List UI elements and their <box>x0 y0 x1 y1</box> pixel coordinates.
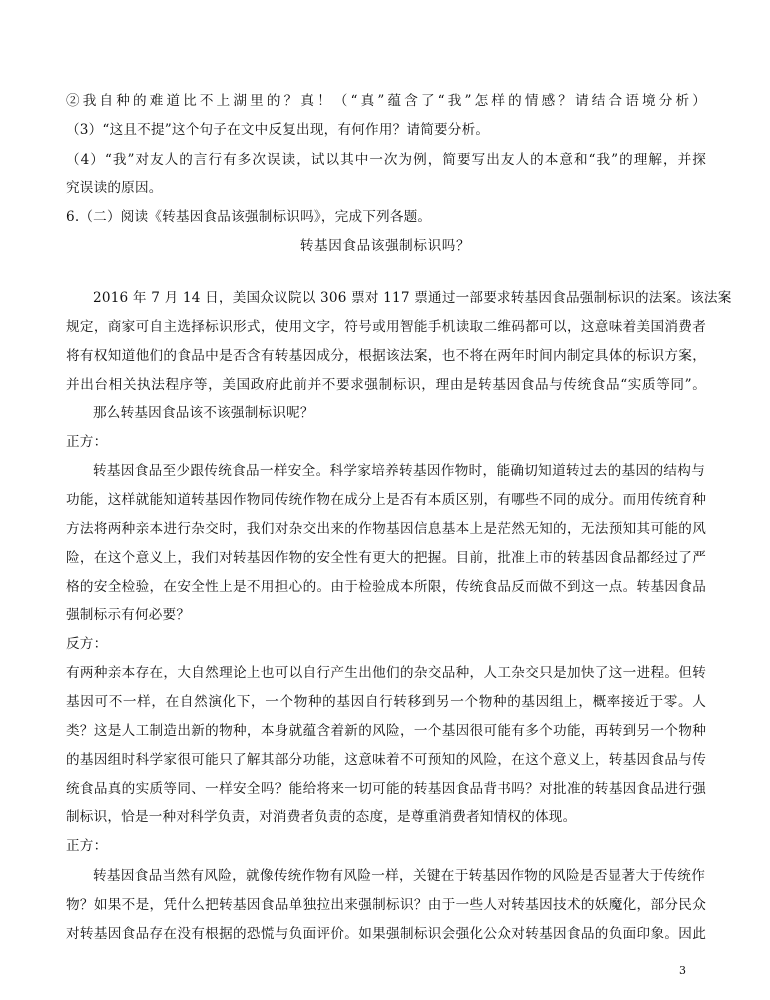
paragraph-4-line: 的基因组时科学家很可能只了解其部分功能，这意味着不可预知的风险，在这个意义上，转基因食品与传 <box>66 752 706 768</box>
paragraph-1-line: 将有权知道他们的食品中是否含有转基因成分，根据该法案，也不将在两年时间内制定具体的标识方案， <box>66 348 706 364</box>
paragraph-3-line: 格的安全检验，在安全性上是不用担心的。由于检验成本所限，传统食品反而做不到这一点。转基因食品 <box>66 579 706 595</box>
question-6-intro: 6.（二）阅读《转基因食品该强制标识吗》，完成下列各题。 <box>66 209 432 225</box>
article-title: 转基因食品该强制标识吗？ <box>299 238 471 254</box>
paragraph-1-line: 规定，商家可自主选择标识形式，使用文字，符号或用智能手机读取二维码都可以，这意味着美国消费者 <box>66 319 706 335</box>
paragraph-1-line: 并出台相关执法程序等，美国政府此前并不要求强制标识，理由是转基因食品与传统食品“实质等同”。 <box>66 377 706 393</box>
paragraph-5-line: 物？如果不是，凭什么把转基因食品单独拉出来强制标识？由于一些人对转基因技术的妖魔化，部分民众 <box>66 897 706 913</box>
question-4-line2: 究误读的原因。 <box>66 180 163 196</box>
paragraph-3-line: 转基因食品至少跟传统食品一样安全。科学家培养转基因作物时，能确切知道转过去的基因的结构与 <box>93 463 705 479</box>
side-label-pro: 正方： <box>66 434 108 450</box>
paragraph-5-line: 对转基因食品存在没有根据的恐慌与负面评价。如果强制标识会强化公众对转基因食品的负面印象。因此 <box>66 926 706 942</box>
paragraph-3-line: 险，在这个意义上，我们对转基因作物的安全性有更大的把握。目前，批准上市的转基因食品都经过了严 <box>66 550 706 566</box>
paragraph-4-line: 统食品真的实质等同、一样安全吗？能给将来一切可能的转基因食品背书吗？对批准的转基因食品进行强 <box>66 781 706 797</box>
paragraph-4-line: 制标识，恰是一种对科学负责，对消费者负责的态度，是尊重消费者知情权的体现。 <box>66 809 577 825</box>
question-3: （3）“这且不提”这个句子在文中反复出现，有何作用？请简要分析。 <box>66 122 490 138</box>
paragraph-4-line: 类？这是人工制造出新的物种，本身就蕴含着新的风险，一个基因很可能有多个功能，再转到另一个物种 <box>66 723 706 739</box>
side-label-con: 反方： <box>66 636 108 652</box>
paragraph-3-line: 方法将两种亲本进行杂交时，我们对杂交出来的作物基因信息基本上是茫然无知的，无法预知其可能的风 <box>66 521 706 537</box>
side-label-pro-2: 正方： <box>66 838 108 854</box>
paragraph-3-line: 功能，这样就能知道转基因作物同传统作物在成分上是否有本质区别，有哪些不同的成分。而用传统育种 <box>66 492 706 508</box>
paragraph-4-line: 基因可不一样，在自然演化下，一个物种的基因自行转移到另一个物种的基因组上，概率接近于零。人 <box>66 694 706 710</box>
paragraph-2: 那么转基因食品该不该强制标识呢？ <box>93 405 314 421</box>
question-4-line1: （4）“我”对友人的言行有多次误读，试以其中一次为例，简要写出友人的本意和“我”的理解，并探 <box>66 152 706 168</box>
paragraph-5-line: 转基因食品当然有风险，就像传统作物有风险一样，关键在于转基因作物的风险是否显著大于传统作 <box>93 868 705 884</box>
page-number: 3 <box>679 964 686 977</box>
paragraph-1-line: 2016 年 7 月 14 日，美国众议院以 306 票对 117 票通过一部要求转基因食品强制标识的法案。该法案 <box>93 290 732 306</box>
paragraph-3-line: 强制标示有何必要？ <box>66 607 191 623</box>
paragraph-4-line: 有两种亲本存在，大自然理论上也可以自行产生出他们的杂交品种，人工杂交只是加快了这一进程。但转 <box>66 665 706 681</box>
question-2-sub2: ②我自种的难道比不上湖里的？真！（“真”蕴含了“我”怎样的情感？请结合语境分析） <box>66 93 706 109</box>
